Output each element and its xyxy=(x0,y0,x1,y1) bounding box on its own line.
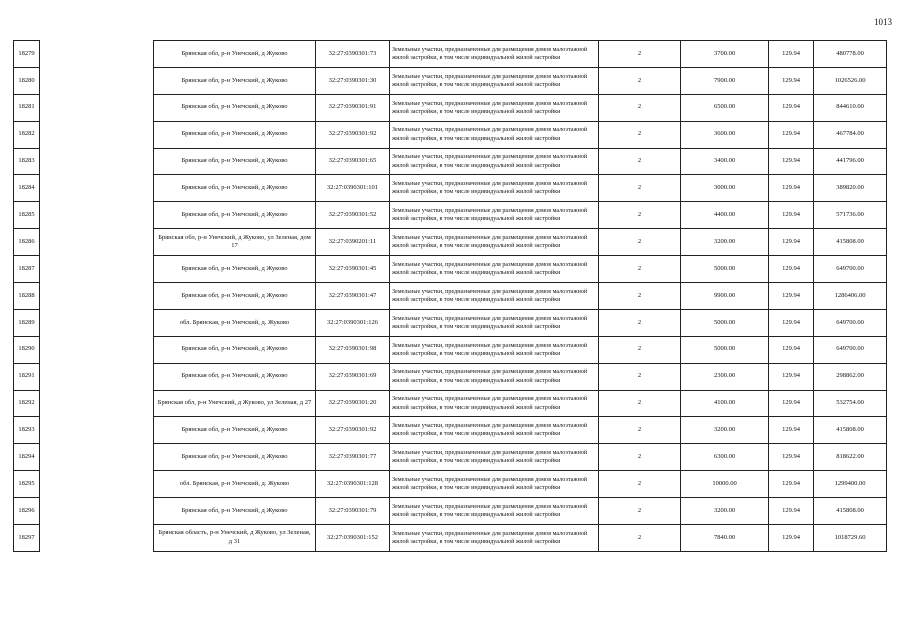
empty-cell xyxy=(40,229,154,256)
land-use-description-cell: Земельные участки, предназначенные для размещения домов малоэтажной жилой застройки, в том числе индивидуальной жилой застройки xyxy=(390,417,599,444)
empty-cell xyxy=(40,283,154,310)
cadastral-number-cell: 32:27:0390301:152 xyxy=(316,525,390,552)
table-row xyxy=(14,309,887,336)
specific-value-cell: 129.94 xyxy=(769,498,814,525)
row-number-cell: 18288 xyxy=(14,283,40,310)
table-row xyxy=(14,148,887,175)
area-cell: 2300.00 xyxy=(681,363,769,390)
group-code-cell: 2 xyxy=(599,309,681,336)
cadastral-number-cell: 32:27:0390201:11 xyxy=(316,229,390,256)
address-cell: Брянская обл, р-н Унечский, д Жуково xyxy=(154,417,316,444)
address-cell: Брянская обл, р-н Унечский, д Жуково xyxy=(154,283,316,310)
row-number-cell: 18296 xyxy=(14,498,40,525)
area-cell: 7840.00 xyxy=(681,525,769,552)
cadastral-value-cell: 649700.00 xyxy=(814,309,887,336)
specific-value-cell: 129.94 xyxy=(769,175,814,202)
empty-cell xyxy=(40,94,154,121)
cadastral-value-cell: 1018729.60 xyxy=(814,525,887,552)
cadastral-value-cell: 571736.00 xyxy=(814,202,887,229)
empty-cell xyxy=(40,148,154,175)
group-code-cell: 2 xyxy=(599,229,681,256)
area-cell: 9900.00 xyxy=(681,283,769,310)
specific-value-cell: 129.94 xyxy=(769,309,814,336)
specific-value-cell: 129.94 xyxy=(769,525,814,552)
group-code-cell: 2 xyxy=(599,417,681,444)
specific-value-cell: 129.94 xyxy=(769,148,814,175)
address-cell: Брянская обл, р-н Унечский, д Жуково xyxy=(154,256,316,283)
cadastral-value-cell: 532754.00 xyxy=(814,390,887,417)
cadastral-value-cell: 1026526.00 xyxy=(814,67,887,94)
area-cell: 6300.00 xyxy=(681,444,769,471)
row-number-cell: 18279 xyxy=(14,41,40,68)
table-row xyxy=(14,121,887,148)
cadastral-value-cell: 1299400.00 xyxy=(814,471,887,498)
group-code-cell: 2 xyxy=(599,471,681,498)
cadastral-number-cell: 32:27:0390301:91 xyxy=(316,94,390,121)
specific-value-cell: 129.94 xyxy=(769,283,814,310)
address-cell: Брянская обл, р-н Унечский, д Жуково xyxy=(154,336,316,363)
land-use-description-cell: Земельные участки, предназначенные для размещения домов малоэтажной жилой застройки, в том числе индивидуальной жилой застройки xyxy=(390,309,599,336)
cadastral-number-cell: 32:27:0390301:30 xyxy=(316,67,390,94)
land-use-description-cell: Земельные участки, предназначенные для размещения домов малоэтажной жилой застройки, в том числе индивидуальной жилой застройки xyxy=(390,471,599,498)
empty-cell xyxy=(40,309,154,336)
empty-cell xyxy=(40,498,154,525)
land-use-description-cell: Земельные участки, предназначенные для размещения домов малоэтажной жилой застройки, в том числе индивидуальной жилой застройки xyxy=(390,41,599,68)
table-row xyxy=(14,363,887,390)
row-number-cell: 18291 xyxy=(14,363,40,390)
table-row xyxy=(14,256,887,283)
cadastral-value-cell: 844610.00 xyxy=(814,94,887,121)
row-number-cell: 18281 xyxy=(14,94,40,121)
group-code-cell: 2 xyxy=(599,67,681,94)
area-cell: 3600.00 xyxy=(681,121,769,148)
land-use-description-cell: Земельные участки, предназначенные для размещения домов малоэтажной жилой застройки, в том числе индивидуальной жилой застройки xyxy=(390,229,599,256)
row-number-cell: 18297 xyxy=(14,525,40,552)
area-cell: 3200.00 xyxy=(681,229,769,256)
land-use-description-cell: Земельные участки, предназначенные для размещения домов малоэтажной жилой застройки, в том числе индивидуальной жилой застройки xyxy=(390,363,599,390)
land-use-description-cell: Земельные участки, предназначенные для размещения домов малоэтажной жилой застройки, в том числе индивидуальной жилой застройки xyxy=(390,283,599,310)
land-use-description-cell: Земельные участки, предназначенные для размещения домов малоэтажной жилой застройки, в том числе индивидуальной жилой застройки xyxy=(390,148,599,175)
cadastral-number-cell: 32:27:0390301:92 xyxy=(316,121,390,148)
row-number-cell: 18294 xyxy=(14,444,40,471)
row-number-cell: 18293 xyxy=(14,417,40,444)
group-code-cell: 2 xyxy=(599,94,681,121)
address-cell: Брянская обл, р-н Унечский, д Жуково xyxy=(154,202,316,229)
land-use-description-cell: Земельные участки, предназначенные для размещения домов малоэтажной жилой застройки, в том числе индивидуальной жилой застройки xyxy=(390,67,599,94)
address-cell: Брянская обл, р-н Унечский, д Жуково xyxy=(154,444,316,471)
cadastral-number-cell: 32:27:0390301:69 xyxy=(316,363,390,390)
address-cell: Брянская обл, р-н Унечский, д Жуково, ул Зеленая, дом 17 xyxy=(154,229,316,256)
cadastral-value-cell: 415808.00 xyxy=(814,417,887,444)
cadastral-value-cell: 649700.00 xyxy=(814,256,887,283)
land-use-description-cell: Земельные участки, предназначенные для размещения домов малоэтажной жилой застройки, в том числе индивидуальной жилой застройки xyxy=(390,175,599,202)
group-code-cell: 2 xyxy=(599,41,681,68)
cadastral-number-cell: 32:27:0390301:73 xyxy=(316,41,390,68)
area-cell: 3200.00 xyxy=(681,417,769,444)
cadastral-value-cell: 818622.00 xyxy=(814,444,887,471)
empty-cell xyxy=(40,41,154,68)
area-cell: 7900.00 xyxy=(681,67,769,94)
area-cell: 4400.00 xyxy=(681,202,769,229)
land-use-description-cell: Земельные участки, предназначенные для размещения домов малоэтажной жилой застройки, в том числе индивидуальной жилой застройки xyxy=(390,336,599,363)
area-cell: 5000.00 xyxy=(681,256,769,283)
row-number-cell: 18290 xyxy=(14,336,40,363)
cadastral-number-cell: 32:27:0390301:79 xyxy=(316,498,390,525)
empty-cell xyxy=(40,121,154,148)
group-code-cell: 2 xyxy=(599,256,681,283)
land-use-description-cell: Земельные участки, предназначенные для размещения домов малоэтажной жилой застройки, в том числе индивидуальной жилой застройки xyxy=(390,94,599,121)
land-use-description-cell: Земельные участки, предназначенные для размещения домов малоэтажной жилой застройки, в том числе индивидуальной жилой застройки xyxy=(390,525,599,552)
group-code-cell: 2 xyxy=(599,390,681,417)
group-code-cell: 2 xyxy=(599,148,681,175)
specific-value-cell: 129.94 xyxy=(769,229,814,256)
group-code-cell: 2 xyxy=(599,498,681,525)
address-cell: Брянская обл, р-н Унечский, д Жуково xyxy=(154,121,316,148)
empty-cell xyxy=(40,363,154,390)
table-row xyxy=(14,498,887,525)
address-cell: обл. Брянская, р-н Унечский, д. Жуково xyxy=(154,471,316,498)
table-row xyxy=(14,336,887,363)
address-cell: Брянская обл, р-н Унечский, д Жуково xyxy=(154,148,316,175)
specific-value-cell: 129.94 xyxy=(769,67,814,94)
cadastral-value-cell: 389820.00 xyxy=(814,175,887,202)
specific-value-cell: 129.94 xyxy=(769,202,814,229)
area-cell: 5000.00 xyxy=(681,309,769,336)
cadastral-value-cell: 441796.00 xyxy=(814,148,887,175)
specific-value-cell: 129.94 xyxy=(769,336,814,363)
cadastral-number-cell: 32:27:0390301:77 xyxy=(316,444,390,471)
empty-cell xyxy=(40,175,154,202)
row-number-cell: 18289 xyxy=(14,309,40,336)
cadastral-value-cell: 467784.00 xyxy=(814,121,887,148)
cadastral-value-cell: 415808.00 xyxy=(814,229,887,256)
table-row xyxy=(14,444,887,471)
group-code-cell: 2 xyxy=(599,444,681,471)
cadastral-number-cell: 32:27:0390301:65 xyxy=(316,148,390,175)
cadastral-value-cell: 480778.00 xyxy=(814,41,887,68)
address-cell: Брянская обл, р-н Унечский, д Жуково xyxy=(154,175,316,202)
area-cell: 3200.00 xyxy=(681,498,769,525)
table-row xyxy=(14,94,887,121)
land-use-description-cell: Земельные участки, предназначенные для размещения домов малоэтажной жилой застройки, в том числе индивидуальной жилой застройки xyxy=(390,202,599,229)
cadastral-value-cell: 1286406.00 xyxy=(814,283,887,310)
cadastral-value-cell: 649700.00 xyxy=(814,336,887,363)
area-cell: 3700.00 xyxy=(681,41,769,68)
group-code-cell: 2 xyxy=(599,525,681,552)
table-row xyxy=(14,471,887,498)
specific-value-cell: 129.94 xyxy=(769,41,814,68)
address-cell: Брянская обл, р-н Унечский, д Жуково, ул Зеленая, д 27 xyxy=(154,390,316,417)
page-number: 1013 xyxy=(874,17,892,27)
group-code-cell: 2 xyxy=(599,202,681,229)
address-cell: Брянская обл, р-н Унечский, д Жуково xyxy=(154,67,316,94)
empty-cell xyxy=(40,336,154,363)
address-cell: Брянская обл, р-н Унечский, д Жуково xyxy=(154,94,316,121)
specific-value-cell: 129.94 xyxy=(769,256,814,283)
table-row xyxy=(14,67,887,94)
row-number-cell: 18283 xyxy=(14,148,40,175)
cadastral-number-cell: 32:27:0390301:52 xyxy=(316,202,390,229)
row-number-cell: 18280 xyxy=(14,67,40,94)
address-cell: Брянская обл, р-н Унечский, д Жуково xyxy=(154,363,316,390)
group-code-cell: 2 xyxy=(599,336,681,363)
cadastral-number-cell: 32:27:0390301:92 xyxy=(316,417,390,444)
cadastral-value-cell: 415808.00 xyxy=(814,498,887,525)
table-row xyxy=(14,283,887,310)
address-cell: Брянская область, р-н Унечский, д Жуково, ул Зеленая, д 31 xyxy=(154,525,316,552)
area-cell: 3400.00 xyxy=(681,148,769,175)
empty-cell xyxy=(40,444,154,471)
cadastral-number-cell: 32:27:0390301:45 xyxy=(316,256,390,283)
land-use-description-cell: Земельные участки, предназначенные для размещения домов малоэтажной жилой застройки, в том числе индивидуальной жилой застройки xyxy=(390,121,599,148)
empty-cell xyxy=(40,471,154,498)
area-cell: 3000.00 xyxy=(681,175,769,202)
address-cell: Брянская обл, р-н Унечский, д Жуково xyxy=(154,498,316,525)
specific-value-cell: 129.94 xyxy=(769,471,814,498)
row-number-cell: 18287 xyxy=(14,256,40,283)
table-row xyxy=(14,390,887,417)
row-number-cell: 18284 xyxy=(14,175,40,202)
row-number-cell: 18286 xyxy=(14,229,40,256)
specific-value-cell: 129.94 xyxy=(769,94,814,121)
table-row xyxy=(14,175,887,202)
row-number-cell: 18282 xyxy=(14,121,40,148)
specific-value-cell: 129.94 xyxy=(769,444,814,471)
cadastral-number-cell: 32:27:0390301:20 xyxy=(316,390,390,417)
land-use-description-cell: Земельные участки, предназначенные для размещения домов малоэтажной жилой застройки, в том числе индивидуальной жилой застройки xyxy=(390,256,599,283)
empty-cell xyxy=(40,256,154,283)
land-use-description-cell: Земельные участки, предназначенные для размещения домов малоэтажной жилой застройки, в том числе индивидуальной жилой застройки xyxy=(390,390,599,417)
empty-cell xyxy=(40,202,154,229)
table-row xyxy=(14,202,887,229)
specific-value-cell: 129.94 xyxy=(769,363,814,390)
land-use-description-cell: Земельные участки, предназначенные для размещения домов малоэтажной жилой застройки, в том числе индивидуальной жилой застройки xyxy=(390,444,599,471)
empty-cell xyxy=(40,390,154,417)
row-number-cell: 18285 xyxy=(14,202,40,229)
area-cell: 6500.00 xyxy=(681,94,769,121)
table-row xyxy=(14,229,887,256)
area-cell: 4100.00 xyxy=(681,390,769,417)
cadastral-number-cell: 32:27:0390301:128 xyxy=(316,471,390,498)
cadastral-value-cell: 298862.00 xyxy=(814,363,887,390)
address-cell: Брянская обл, р-н Унечский, д Жуково xyxy=(154,41,316,68)
row-number-cell: 18295 xyxy=(14,471,40,498)
address-cell: обл. Брянская, р-н Унечский, д. Жуково xyxy=(154,309,316,336)
cadastral-number-cell: 32:27:0390301:47 xyxy=(316,283,390,310)
group-code-cell: 2 xyxy=(599,175,681,202)
specific-value-cell: 129.94 xyxy=(769,417,814,444)
empty-cell xyxy=(40,417,154,444)
cadastral-number-cell: 32:27:0390301:98 xyxy=(316,336,390,363)
land-plot-table xyxy=(13,40,887,552)
row-number-cell: 18292 xyxy=(14,390,40,417)
table-row xyxy=(14,525,887,552)
cadastral-number-cell: 32:27:0390301:126 xyxy=(316,309,390,336)
area-cell: 10000.00 xyxy=(681,471,769,498)
empty-cell xyxy=(40,525,154,552)
table-row xyxy=(14,417,887,444)
cadastral-number-cell: 32:27:0390301:101 xyxy=(316,175,390,202)
land-use-description-cell: Земельные участки, предназначенные для размещения домов малоэтажной жилой застройки, в том числе индивидуальной жилой застройки xyxy=(390,498,599,525)
group-code-cell: 2 xyxy=(599,121,681,148)
specific-value-cell: 129.94 xyxy=(769,390,814,417)
group-code-cell: 2 xyxy=(599,363,681,390)
empty-cell xyxy=(40,67,154,94)
group-code-cell: 2 xyxy=(599,283,681,310)
specific-value-cell: 129.94 xyxy=(769,121,814,148)
area-cell: 5000.00 xyxy=(681,336,769,363)
table-row xyxy=(14,41,887,68)
